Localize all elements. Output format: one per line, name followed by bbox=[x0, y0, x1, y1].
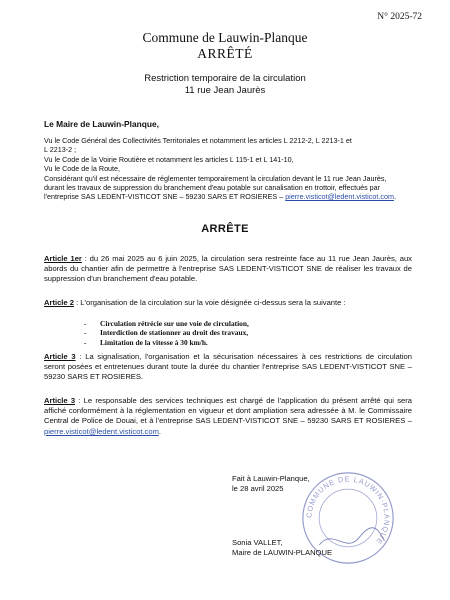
article-3 bbox=[44, 352, 412, 383]
commune-name: Commune de Lauwin-Planque bbox=[142, 30, 308, 45]
list-item: - Limitation de la vitesse à 30 km/h. bbox=[100, 338, 249, 347]
svg-text:COMMUNE DE LAUWIN-PLANQUE: COMMUNE DE LAUWIN-PLANQUE bbox=[304, 474, 392, 547]
date: le 28 avril 2025 bbox=[232, 484, 284, 493]
preamble-period: . bbox=[393, 192, 396, 202]
article-1-text: : du 26 mai 2025 au 6 juin 2025, la circulation sera restreinte face au 11 rue Jean Jaurès, aux abords du chantier afin de permettre à l'entreprise SAS LEDENT-VISTICOT SNE de réaliser les travaux de suppression d'un branchement d'eau potable. bbox=[44, 254, 412, 284]
article-1 bbox=[44, 254, 412, 285]
issuer-heading: Le Maire de Lauwin-Planque, bbox=[44, 119, 159, 129]
preamble-line: Vu le Code de la Voirie Routière et notamment les articles L 115-1 et L 141-10, bbox=[44, 154, 294, 164]
article-1-title: Article 1er bbox=[44, 254, 82, 263]
signatory-name: Sonia VALLET, bbox=[232, 538, 283, 547]
preamble-line: L 2213-2 ; bbox=[44, 145, 77, 155]
article-3-title: Article 3 bbox=[44, 352, 76, 361]
article-2-title: Article 2 bbox=[44, 298, 74, 307]
arrete-title: ARRÊTE bbox=[201, 223, 249, 235]
signatory-role: Maire de LAUWIN-PLANQUE bbox=[232, 548, 333, 557]
article-2-text: : L'organisation de la circulation sur la voie désignée ci-dessus sera la suivante : bbox=[73, 298, 346, 307]
subject-line-2: 11 rue Jean Jaurès bbox=[184, 85, 266, 96]
traffic-measures-list bbox=[100, 319, 249, 347]
preamble-line: durant les travaux de suppression du branchement d'eau potable sur canalisation en trottoir, effectués par bbox=[44, 183, 381, 193]
preamble-text: l'entreprise SAS LEDENT-VISTICOT SNE – 59230 SARS ET ROSIERES – bbox=[44, 192, 284, 202]
email-link[interactable]: pierre.visticot@ledent.visticot.com bbox=[285, 192, 394, 202]
list-item: - Interdiction de stationner au droit des travaux, bbox=[100, 328, 249, 337]
signatory bbox=[232, 538, 332, 558]
preamble-line: Vu le Code de la Route, bbox=[44, 164, 121, 174]
preamble-line bbox=[44, 192, 416, 201]
article-4-text: : Le responsable des services techniques est chargé de l'application du présent arrêté qui sera affiché conformément à la réglementation en vigueur et dont ampliation sera adressée à M. le Commissaire Central de Police de Douai, et à l'entreprise SAS LEDENT-VISTICOT SNE – 59230 SARS ET ROSIERES – bbox=[44, 396, 412, 426]
subject-line-1: Restriction temporaire de la circulation bbox=[144, 73, 306, 84]
signature-place-date bbox=[232, 474, 310, 494]
email-link[interactable]: pierre.visticot@ledent.visticot.com bbox=[44, 426, 159, 436]
place: Fait à Lauwin-Planque, bbox=[232, 474, 310, 483]
article-4-title: Article 3 bbox=[44, 396, 76, 405]
decree-number: N° 2025-72 bbox=[377, 12, 422, 22]
article-4 bbox=[44, 396, 412, 437]
article-4-period: . bbox=[158, 426, 162, 436]
list-item: - Circulation rétrécie sur une voie de circulation, bbox=[100, 319, 249, 328]
preamble-line: Considérant qu'il est nécessaire de réglementer temporairement la circulation devant le 11 rue Jean Jaurès, bbox=[44, 173, 387, 183]
document-type: ARRÊTÉ bbox=[197, 46, 253, 61]
article-3-text: : La signalisation, l'organisation et la sécurisation nécessaires à ces restrictions de circulation seront posées et entretenues durant toute la durée du chantier l'entreprise SAS LEDENT-VISTICOT SNE – 59230 SARS ET ROSIERES. bbox=[44, 352, 412, 382]
document-subject bbox=[0, 73, 450, 97]
preamble bbox=[44, 136, 416, 202]
preamble-line: Vu le Code Général des Collectivités Territoriales et notamment les articles L 2212-2, L 2213-1 et bbox=[44, 136, 352, 145]
article-2 bbox=[44, 298, 412, 308]
